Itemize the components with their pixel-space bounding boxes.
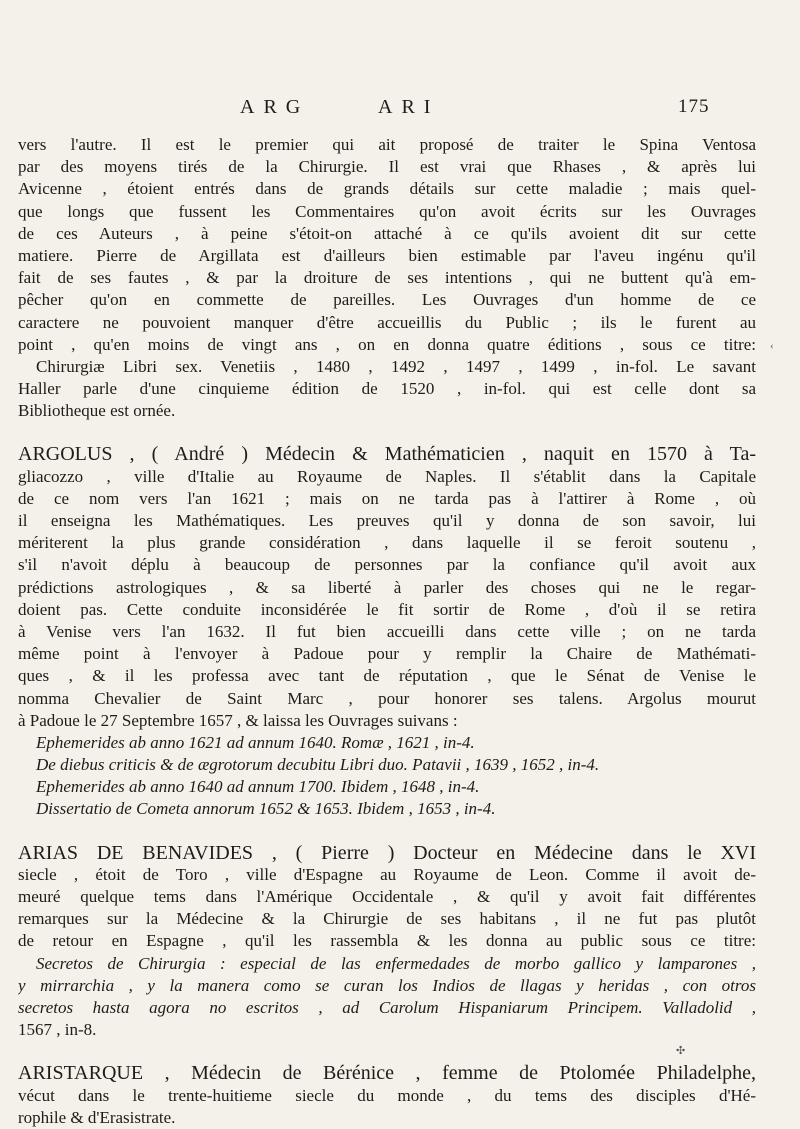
work-citation: Ephemerides ab anno 1621 ad annum 1640. Romæ , 1621 , in-4. (36, 732, 475, 752)
text-line: de ces Auteurs , à peine s'étoit-on attaché à ce qu'ils avoient dit sur cette (18, 223, 756, 243)
entry-arias (18, 842, 756, 1042)
text-line: remarques sur la Médecine & la Chirurgie de ses habitans , il ne fut pas plutôt (18, 909, 756, 929)
work-citation: secretos hasta agora no escritos , ad Carolum Hispaniarum Principem. Valladolid , (18, 997, 756, 1017)
work-citation: Dissertatio de Cometa annorum 1652 & 1653. Ibidem , 1653 , in-4. (36, 799, 496, 819)
text-line: Chirurgiæ Libri sex. Venetiis , 1480 , 1492 , 1497 , 1499 , in-fol. Le savant (36, 356, 756, 376)
header-left: ARG (240, 96, 310, 118)
text-line: point , qu'en moins de vingt ans , on en donna quatre éditions , sous ce titre: (18, 334, 756, 354)
text-line: rophile & d'Erasistrate. (18, 1107, 176, 1127)
text-line: que longs que fussent les Commentaires qu'on avoit écrits sur les Ouvrages (18, 201, 756, 221)
text-line: à Padoue le 27 Septembre 1657 , & laissa les Ouvrages suivans : (18, 710, 458, 730)
text-line: même point à l'envoyer à Padoue pour y remplir la Chaire de Mathémati- (18, 644, 756, 664)
text-line: siecle , étoit de Toro , ville d'Espagne au Royaume de Leon. Comme il avoit de- (18, 864, 756, 884)
work-citation: Secretos de Chirurgia : especial de las enfermedades de morbo gallico y lamparones , (36, 953, 756, 973)
work-citation: y mirrarchia , y la manera como se curan los Indios de llagas y heridas , con otros (18, 975, 756, 995)
entry-heading: ARGOLUS , ( André ) Médecin & Mathématicien , naquit en 1570 à Ta- (18, 443, 756, 466)
page-body (18, 134, 756, 1129)
text-line: Bibliotheque est ornée. (18, 401, 176, 421)
entry-heading: ARIAS DE BENAVIDES , ( Pierre ) Docteur en Médecine dans le XVI (18, 841, 756, 864)
text-line: vécut dans le trente-huitieme siecle du monde , du tems des disciples d'Hé- (18, 1085, 756, 1105)
entry-aristarque (18, 1062, 756, 1129)
ornament-mark: ✣ (676, 1045, 686, 1057)
work-citation: De diebus criticis & de ægrotorum decubitu Libri duo. Patavii , 1639 , 1652 , in-4. (36, 755, 600, 775)
text-line: par des moyens tirés de la Chirurgie. Il est vrai que Rhases , & après lui (18, 157, 756, 177)
margin-mark: ‹ (770, 340, 774, 352)
text-line: mériterent la plus grande considération , dans laquelle il se feroit soutenu , (18, 533, 756, 553)
text-line: doient pas. Cette conduite inconsidérée le fit sortir de Rome , d'où il se retira (18, 599, 756, 619)
text-line: vers l'autre. Il est le premier qui ait proposé de traiter le Spina Ventosa (18, 135, 756, 154)
text-line: meuré quelque tems dans l'Amérique Occidentale , & qu'il y avoit fait différentes (18, 887, 756, 906)
text-line: Haller parle d'une cinquieme édition de 1520 , in-fol. qui est celle dont sa (18, 379, 756, 399)
work-citation: 1567 , in-8. (18, 1020, 97, 1040)
text-line: ques , & il les professa avec tant de réputation , que le Sénat de Venise le (18, 666, 756, 686)
work-citation: Ephemerides ab anno 1640 ad annum 1700. Ibidem , 1648 , in-4. (36, 777, 480, 797)
entry-heading: ARISTARQUE , Médecin de Bérénice , femme de Ptolomée Philadelphe, (18, 1062, 756, 1085)
text-line: pêcher qu'on en commette de pareilles. Les Ouvrages d'un homme de ce (18, 290, 756, 310)
entry-argolus (18, 443, 756, 820)
text-line: Avicenne , étoient entrés dans de grands détails sur cette maladie ; mais quel- (18, 179, 756, 199)
text-line: fait de ses fautes , & par la droiture de ses intentions , qui ne buttent qu'à em- (18, 268, 756, 288)
text-line: s'il n'avoit déplu à beaucoup de personnes par la confiance qu'il avoit aux (18, 555, 756, 575)
running-header (0, 96, 800, 126)
page-number: 175 (678, 96, 710, 117)
text-line: gliacozzo , ville d'Italie au Royaume de Naples. Il s'établit dans la Capitale (18, 466, 756, 486)
text-line: à Venise vers l'an 1632. Il fut bien accueilli dans cette ville ; on ne tarda (18, 621, 756, 641)
text-line: caractere ne pouvoient manquer d'être accueillis du Public ; ils le furent au (18, 312, 756, 332)
text-line: prédictions astrologiques , & sa liberté à parler des choses qui ne le regar- (18, 577, 756, 597)
text-line: matiere. Pierre de Argillata est d'ailleurs bien estimable par l'aveu ingénu qu'il (18, 245, 756, 265)
header-right: ARI (378, 96, 440, 118)
text-line: de retour en Espagne , qu'il les rassembla & les donna au public sous ce titre: (18, 931, 756, 951)
text-line: de ce nom vers l'an 1621 ; mais on ne tarda pas à l'attirer à Rome , où (18, 488, 756, 508)
text-line: il enseigna les Mathématiques. Les preuves qu'il y donna de son savoir, lui (18, 511, 756, 530)
text-line: nomma Chevalier de Saint Marc , pour honorer ses talens. Argolus mourut (18, 688, 756, 708)
paragraph-argillata (18, 134, 756, 422)
